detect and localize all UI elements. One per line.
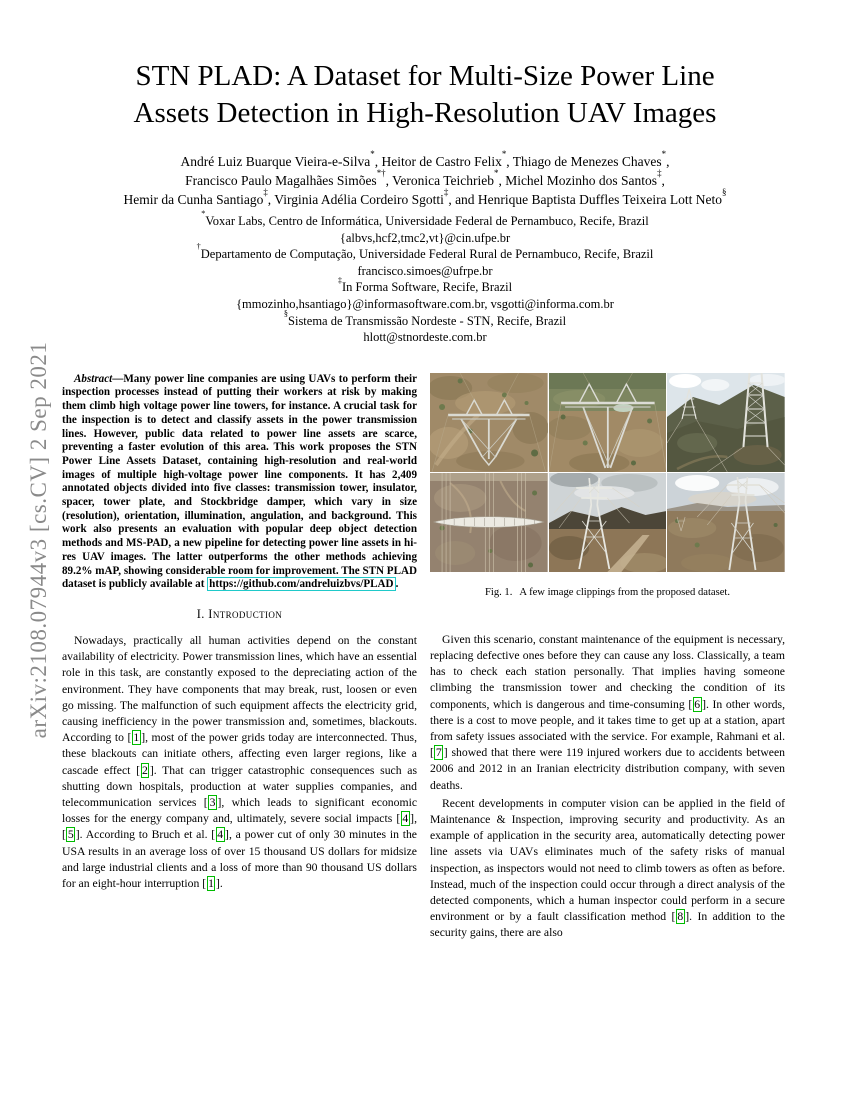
citation-link[interactable]: 4: [217, 828, 224, 842]
figure-1-caption-text: A few image clippings from the proposed dataset.: [519, 586, 731, 598]
email-line: hlott@stnordeste.com.br: [363, 330, 487, 345]
paper-title-line1: STN PLAD: A Dataset for Multi-Size Power Line: [135, 60, 715, 92]
affiliation-marker: §: [722, 186, 727, 197]
author-line: Hemir da Cunha Santiago‡, Virginia Adélia Cordeiro Sgotti‡, and Henrique Baptista Duffles Teixeira Lott Neto§: [123, 186, 727, 207]
email-line: francisco.simoes@ufrpe.br: [357, 263, 493, 278]
citation-link[interactable]: 7: [435, 746, 442, 760]
author-line: André Luiz Buarque Vieira-e-Silva*, Heitor de Castro Felix*, Thiago de Menezes Chaves*,: [180, 148, 670, 169]
two-column-body: [0, 373, 850, 942]
citation-link[interactable]: 1: [133, 731, 140, 745]
affiliation-marker: *†: [376, 167, 386, 178]
affiliation-marker: §: [283, 308, 289, 318]
figure-1-caption: [430, 587, 785, 598]
email-line: {albvs,hcf2,tmc2,vt}@cin.ufpe.br: [339, 230, 511, 245]
affiliation-line: †Departamento de Computação, Universidade Federal Rural de Pernambuco, Recife, Brazil: [196, 242, 654, 262]
affiliation-line: §Sistema de Transmissão Nordeste - STN, Recife, Brazil: [283, 308, 567, 328]
section-heading-introduction: I. Introduction: [196, 607, 283, 621]
uav-photo-aerial-tower: [430, 373, 548, 472]
figure-1-photo-grid: [430, 373, 785, 572]
left-column: [62, 373, 417, 942]
paper-header: [0, 0, 850, 346]
citation-link[interactable]: 6: [694, 697, 701, 711]
affiliation-marker: ‡: [443, 186, 449, 197]
uav-photo-topdown-crossarm: [430, 473, 548, 572]
affiliation-marker: †: [196, 242, 201, 252]
author-block: [0, 148, 850, 209]
citation-link[interactable]: 1: [208, 877, 214, 891]
uav-photo-ridge-towers: [667, 373, 785, 472]
url-link[interactable]: https://github.com/andreluizbvs/PLAD: [209, 578, 394, 591]
citation-link[interactable]: 4: [402, 812, 409, 826]
figure-1: [430, 373, 785, 598]
affiliation-marker: *: [661, 148, 667, 159]
paper-title: [0, 58, 850, 132]
citation-link[interactable]: 5: [67, 828, 74, 842]
affiliation-line: ‡In Forma Software, Recife, Brazil: [337, 275, 513, 295]
intro-paragraph-1: Nowadays, practically all human activities depend on the constant availability of electricity. Power transmission lines, which have an essential role in this task, are constantly exposed to the depreciating action of the environment. They have components that may break, rust, loosen or even go missing. The malfunction of such equipment affects the electricity grid, causing inefficiency in the power transmission and, sometimes, blackouts. According to [ 1 ], most of the power grids today are interconnected. Thus, these blackouts can initiate others, affecting even larger regions, like a cascade effect [ 2 ]. That can trigger catastrophic consequences such as shutting down hospitals, production at water supplies companies, and telecommunication services [ 3 ], which leads to significant economic losses for the energy company and, ultimately, severe social impacts [ 4 ], [ 5 ]. According to Bruch et al. [ 4 ], a power cut of only 30 minutes in the USA results in an average loss of over 15 thousand US dollars for midsize and large industrial clients and a loss of more than 90 thousand US dollars for an eight-hour interruption [ 1 ].: [62, 634, 418, 891]
affiliation-marker: *: [501, 148, 507, 159]
uav-photo-mountain-tower: [549, 473, 667, 572]
affiliation-marker: *: [201, 209, 206, 219]
right-paragraph-2: Recent developments in computer vision can be applied in the field of Maintenance & Inspection, improving security and productivity. As an example of application in the security area, automatically detecting power line assets via UAVs eliminates much of the safety risks of manual inspection, as inspectors would not need to climb towers as often as before. Instead, much of the inspection could occur through a direct analysis of the detected components, which a human inspector could perform in a secure environment or by a fault classification method [ 8 ]. In addition to the security gains, there are also: [430, 796, 785, 940]
citation-link[interactable]: 3: [209, 796, 216, 810]
abstract-lead-word: Abstract: [74, 372, 113, 385]
arxiv-watermark: arXiv:2108.07944v3 [cs.CV] 2 Sep 2021: [26, 341, 51, 739]
author-line: Francisco Paulo Magalhães Simões*†, Veronica Teichrieb*, Michel Mozinho dos Santos‡,: [185, 167, 665, 188]
email-line: {mmozinho,hsantiago}@informasoftware.com.br, vsgotti@informa.com.br: [236, 296, 614, 311]
affiliation-marker: ‡: [337, 275, 343, 285]
right-column: [430, 373, 785, 942]
uav-photo-valley-tower: [549, 373, 667, 472]
figure-1-label: Fig. 1.: [484, 586, 513, 598]
affiliation-marker: *: [493, 167, 499, 178]
paper-title-line2: Assets Detection in High-Resolution UAV Images: [133, 97, 717, 129]
citation-link[interactable]: 8: [677, 910, 684, 924]
affiliation-block: [0, 209, 850, 346]
affiliation-marker: ‡: [657, 167, 662, 178]
affiliation-marker: ‡: [263, 186, 268, 197]
right-paragraph-1: Given this scenario, constant maintenance of the equipment is necessary, replacing defective ones before they can cause any loss. Classically, a team has to check each station personally. That implies having someone climbing the transmission tower and checking the condition of its components, which is dangerous and time-consuming [ 6 ]. In other words, there is a cost to move people, and it takes time to get up at a station, apart from safety issues associated with the service. For example, Rahmani et al. [ 7 ] showed that there were 119 injured workers due to accidents between 2006 and 2012 in an Iranian electricity distribution company, with seven deaths.: [430, 632, 785, 792]
affiliation-marker: *: [370, 148, 375, 159]
affiliation-line: *Voxar Labs, Centro de Informática, Universidade Federal de Pernambuco, Recife, Brazil: [201, 209, 649, 228]
abstract-paragraph: Abstract—Many power line companies are using UAVs to perform their inspection processes instead of putting their workers at risk by making them climb high voltage power line towers, for instance. A crucial task for the inspection is to detect and classify assets in the power transmission lines. However, public data related to power line assets are scarce, preventing a faster evolution of this area. This work proposes the STN Power Line Assets Dataset, containing high-resolution and real-world images of multiple high-voltage power line components. It has 2,409 annotated objects divided into five classes: transmission tower, insulator, spacer, tower plate, and Stockbridge damper, which vary in size (resolution), orientation, illumination, angulation, and background. This work also presents an evaluation with popular deep object detection methods and MS-PAD, a new pipeline for detecting power line assets in hi-res UAV images. The latter outperforms the other methods achieving 89.2% mAP, showing considerable room for improvement. The STN PLAD dataset is publicly available at https://github.com/andreluizbvs/PLAD .: [62, 372, 418, 591]
uav-photo-plain-tower: [667, 473, 785, 572]
citation-link[interactable]: 2: [142, 763, 148, 777]
